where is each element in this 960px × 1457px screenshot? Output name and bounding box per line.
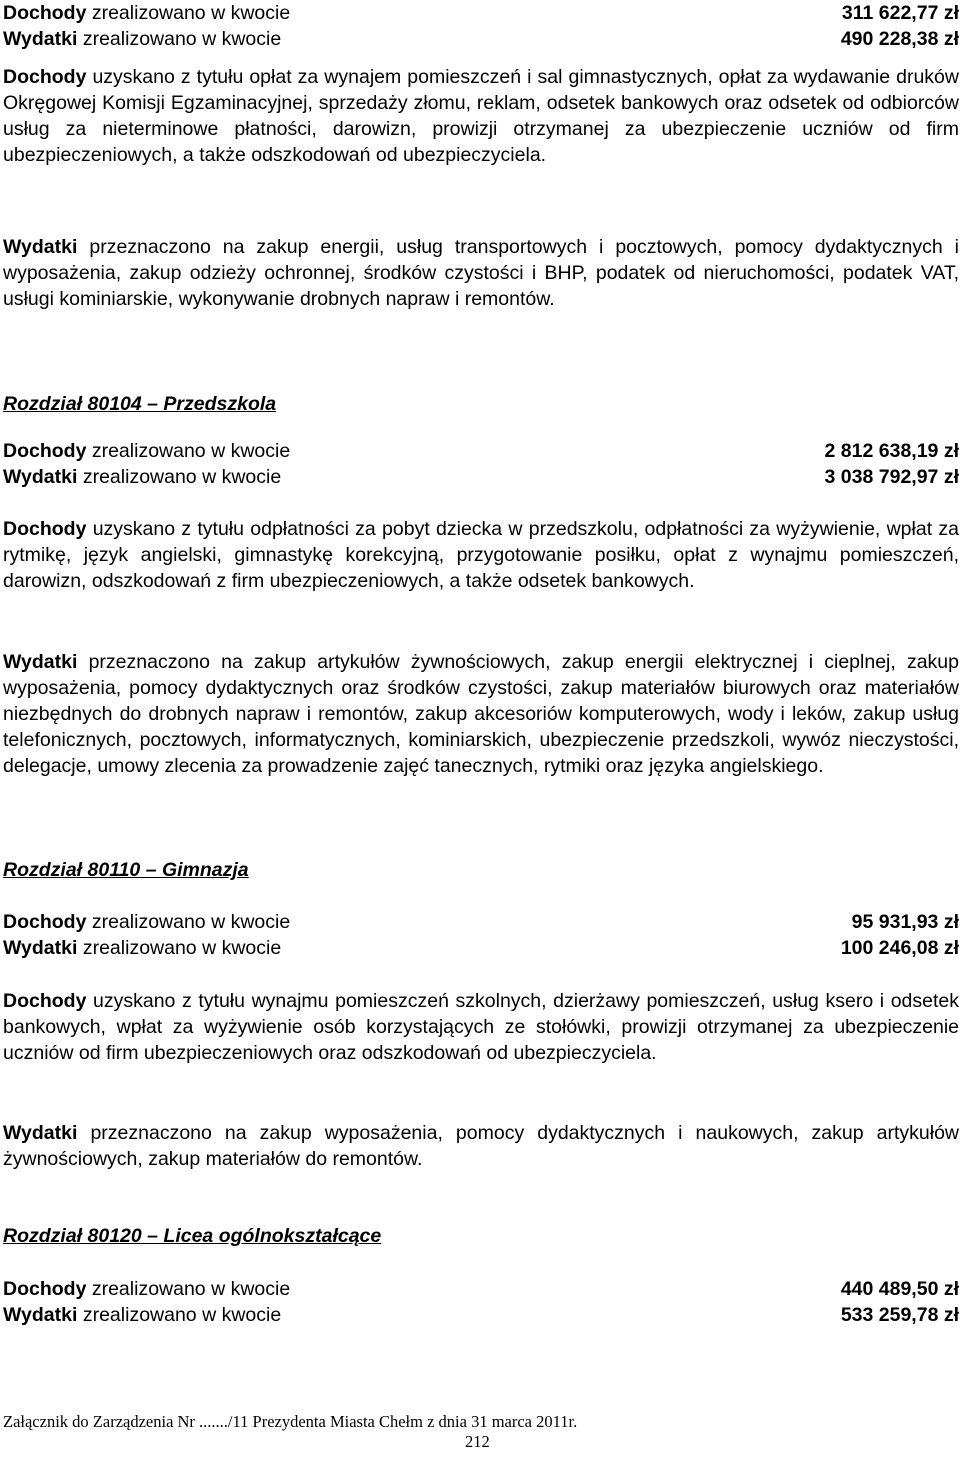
- footer-text: Załącznik do Zarządzenia Nr ......./11 Prezydenta Miasta Chełm z dnia 31 marca 2011r.: [3, 1412, 578, 1431]
- income-description: Dochody uzyskano z tytułu opłat za wynajem pomieszczeń i sal gimnastycznych, opłat za wydawanie druków Okręgowej Komisji Egzaminacyjnej, sprzedaży złomu, reklam, odsetek bankowych oraz odsetek od odbiorców usług za nieterminowe płatności, darowizn, prowizji otrzymanej za ubezpieczenie uczniów od firm ubezpieczeniowych, a także odszkodowań od ubezpieczyciela.: [3, 66, 959, 166]
- income-amount: 95 931,93 zł: [851, 911, 959, 933]
- expense-description: Wydatki przeznaczono na zakup artykułów żywnościowych, zakup energii elektrycznej i cieplnej, zakup wyposażenia, pomocy dydaktycznych oraz środków czystości, zakup materiałów biurowych oraz materiałów niezbędnych do drobnych napraw i remontów, zakup akcesoriów komputerowych, wody i leków, zakup usług telefonicznych, pocztowych, informatycznych, kominiarskich, ubezpieczenie przedszkoli, wywóz nieczystości, delegacje, umowy zlecenia za prowadzenie zajęć tanecznych, rytmiki oraz języka angielskiego.: [3, 651, 959, 777]
- income-label: Dochody zrealizowano w kwocie: [3, 1278, 291, 1300]
- income-label: Dochody zrealizowano w kwocie: [3, 440, 291, 462]
- page-footer: [3, 1412, 959, 1452]
- expense-amount: 490 228,38 zł: [840, 28, 959, 50]
- section-heading-80104: Rozdział 80104 – Przedszkola: [3, 393, 277, 415]
- expense-row: [3, 464, 959, 490]
- income-amount: 440 489,50 zł: [840, 1278, 959, 1300]
- expense-amount: 533 259,78 zł: [840, 1304, 959, 1326]
- expense-amount: 3 038 792,97 zł: [824, 466, 959, 488]
- income-description: Dochody uzyskano z tytułu odpłatności za pobyt dziecka w przedszkolu, odpłatności za wyżywienie, wpłat za rytmikę, język angielski, gimnastykę korekcyjną, przygotowanie posiłku, opłat z wynajmu pomieszczeń, darowizn, odszkodowań z firm ubezpieczeniowych, a także odsetek bankowych.: [3, 518, 959, 592]
- income-amount: 311 622,77 zł: [841, 2, 959, 24]
- expense-description: Wydatki przeznaczono na zakup wyposażenia, pomocy dydaktycznych i naukowych, zakup artykułów żywnościowych, zakup materiałów do remontów.: [3, 1122, 959, 1170]
- expense-amount: 100 246,08 zł: [840, 937, 959, 959]
- expense-label: Wydatki zrealizowano w kwocie: [3, 1304, 282, 1326]
- income-description: Dochody uzyskano z tytułu wynajmu pomieszczeń szkolnych, dzierżawy pomieszczeń, usług ksero i odsetek bankowych, wpłat za wyżywienie osób korzystających ze stołówki, prowizji otrzymanej za ubezpieczenie uczniów od firm ubezpieczeniowych oraz odszkodowań od ubezpieczyciela.: [3, 990, 959, 1064]
- income-label: Dochody zrealizowano w kwocie: [3, 911, 291, 933]
- summary-block: [3, 0, 959, 52]
- expense-description: Wydatki przeznaczono na zakup energii, usług transportowych i pocztowych, pomocy dydaktycznych i wyposażenia, zakup odzieży ochronnej, środków czystości i BHP, podatek od nieruchomości, podatek VAT, usługi kominiarskie, wykonywanie drobnych napraw i remontów.: [3, 236, 959, 310]
- income-label: Dochody zrealizowano w kwocie: [3, 2, 291, 24]
- income-row: [3, 1276, 959, 1302]
- expense-row: [3, 26, 959, 52]
- page-number: 212: [465, 1432, 490, 1451]
- section-heading-80120: Rozdział 80120 – Licea ogólnokształcące: [3, 1225, 382, 1247]
- income-row: [3, 909, 959, 935]
- section-80104-amounts: [3, 438, 959, 490]
- expense-label: Wydatki zrealizowano w kwocie: [3, 466, 282, 488]
- expense-row: [3, 1302, 959, 1328]
- section-80120-amounts: [3, 1276, 959, 1328]
- expense-label: Wydatki zrealizowano w kwocie: [3, 937, 282, 959]
- income-row: [3, 438, 959, 464]
- income-amount: 2 812 638,19 zł: [824, 440, 959, 462]
- section-heading-80110: Rozdział 80110 – Gimnazja: [3, 859, 249, 881]
- income-row: [3, 0, 959, 26]
- expense-row: [3, 935, 959, 961]
- expense-label: Wydatki zrealizowano w kwocie: [3, 28, 282, 50]
- section-80110-amounts: [3, 909, 959, 961]
